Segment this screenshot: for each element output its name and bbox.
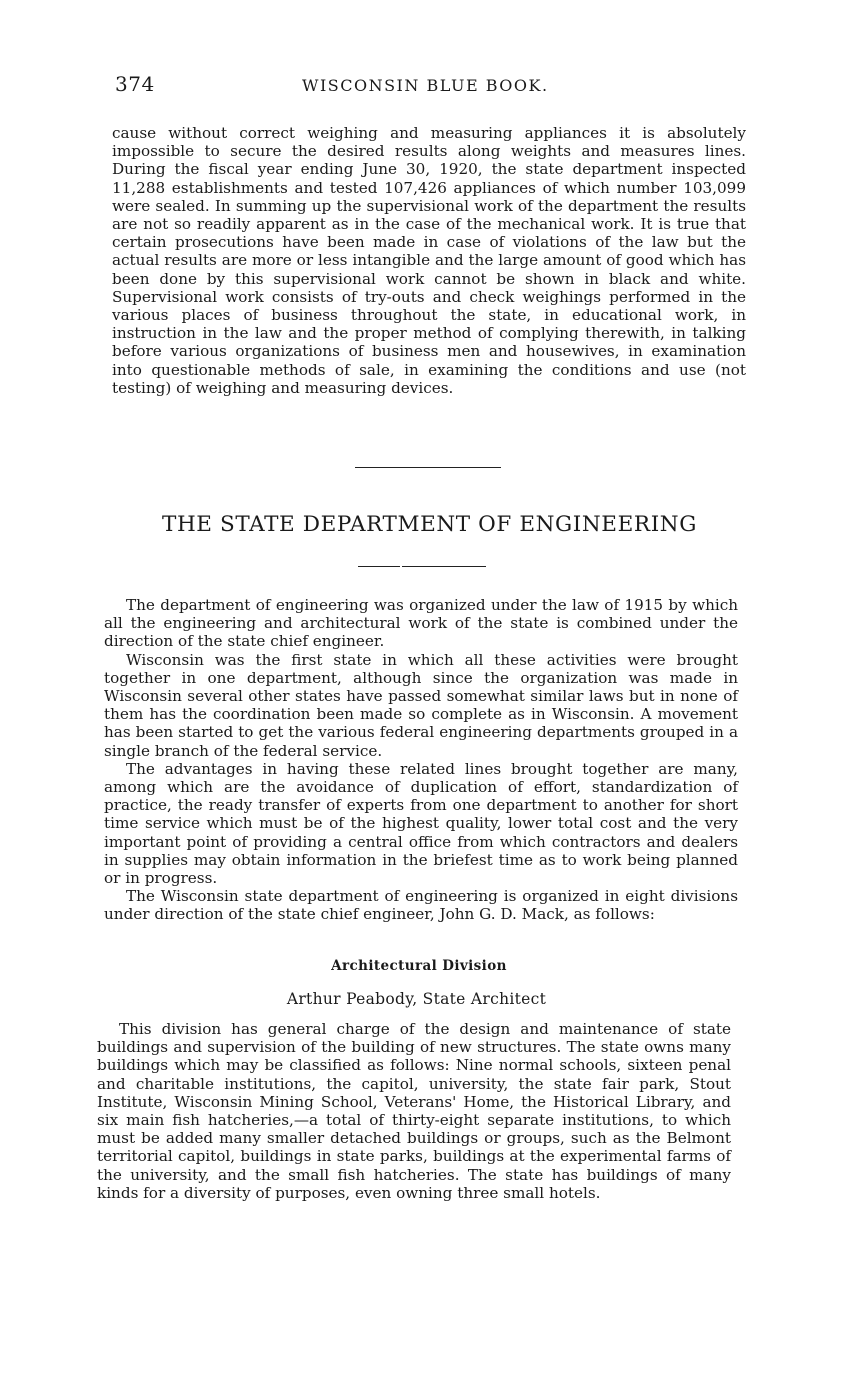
- page-number: 374: [115, 72, 155, 96]
- body-paragraph: The Wisconsin state department of engineering is organized in eight divisions under direction of the state chief engineer, John G. D. Mack, as follows:: [104, 887, 738, 924]
- title-underline-right: [402, 566, 486, 567]
- section-title: THE STATE DEPARTMENT OF ENGINEERING: [162, 512, 697, 537]
- division-title: Architectural Division: [331, 958, 507, 974]
- division-paragraph: This division has general charge of the design and maintenance of state buildings and supervision of the building of new structures. The state owns many buildings which may be classified as follows: Nine normal schools, sixteen penal and charitable institutions, the capitol, university, the state fair park, Stout Institute, Wisconsin Mining School, Veterans' Home, the Historical Library, and six main fish hatcheries,—a total of thirty-eight separate institutions, to which must be added many smaller detached buildings or groups, such as the Belmont territorial capitol, buildings in state parks, buildings at the experimental farms of the university, and the small fish hatcheries. The state has buildings of many kinds for a diversity of purposes, even owning three small hotels.: [97, 1020, 731, 1202]
- architectural-text: [97, 1020, 731, 1202]
- body-paragraph: The department of engineering was organized under the law of 1915 by which all the engineering and architectural work of the state is combined under the direction of the state chief engineer.: [104, 596, 738, 651]
- body-paragraph: The advantages in having these related lines brought together are many, among which are the avoidance of duplication of effort, standardization of practice, the ready transfer of experts from one department to another for short time service which must be of the highest quality, lower total cost and the very important point of providing a central office from which contractors and dealers in supplies may obtain information in the briefest time as to work being planned or in progress.: [104, 759, 738, 888]
- running-head: WISCONSIN BLUE BOOK.: [302, 76, 549, 95]
- continuation-text: [112, 124, 746, 397]
- section-divider-rule: [355, 467, 501, 468]
- continuation-paragraph: cause without correct weighing and measuring appliances it is absolutely impossible to secure the desired results along weights and measures lines. During the fiscal year ending June 30, 1920, the state department inspected 11,288 establishments and tested 107,426 appliances of which number 103,099 were sealed. In summing up the supervisional work of the department the results are not so readily apparent as in the case of the mechanical work. It is true that certain prosecutions have been made in case of violations of the law but the actual results are more or less intangible and the large amount of good which has been done by this supervisional work cannot be shown in black and white. Supervisional work consists of try-outs and check weighings performed in the various places of business throughout the state, in educational work, in instruction in the law and the proper method of complying therewith, in talking before various organizations of business men and housewives, in examination into questionable methods of sale, in examining the conditions and use (not testing) of weighing and measuring devices.: [112, 124, 746, 397]
- body-paragraph: Wisconsin was the first state in which all these activities were brought together in one department, although since the organization was made in Wisconsin several other states have passed somewhat similar laws but in none of them has the coordination been made so complete as in Wisconsin. A movement has been started to get the various federal engineering departments grouped in a single branch of the federal service.: [104, 650, 738, 760]
- engineering-text: [104, 596, 738, 924]
- title-underline-left: [358, 566, 400, 567]
- division-head: Arthur Peabody, State Architect: [286, 990, 547, 1008]
